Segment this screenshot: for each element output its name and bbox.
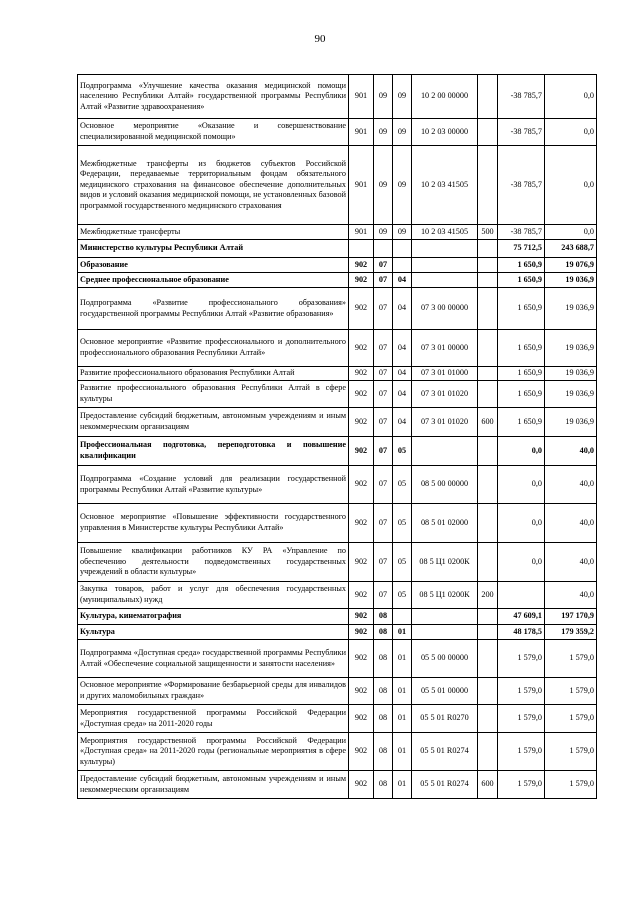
amount-change: 1 579,0 [498, 640, 545, 678]
line-item-name: Основное мероприятие «Повышение эффективности государственного управления в Министерстве культуры Республики Алтай» [78, 504, 349, 543]
amount-total: 19 036,9 [545, 330, 597, 367]
amount-total: 40,0 [545, 466, 597, 504]
target-article-code: 10 2 00 00000 [412, 75, 478, 119]
section-code: 08 [374, 771, 393, 799]
section-code: 09 [374, 146, 393, 225]
amount-change: 1 579,0 [498, 771, 545, 799]
table-row [78, 288, 597, 330]
subsection-code: 04 [393, 408, 412, 437]
expense-type-code [478, 640, 498, 678]
subsection-code: 04 [393, 381, 412, 408]
ministry-code: 902 [349, 771, 374, 799]
amount-change: 0,0 [498, 466, 545, 504]
amount-change: 1 579,0 [498, 733, 545, 771]
line-item-name: Межбюджетные трансферты [78, 225, 349, 240]
subsection-code: 01 [393, 625, 412, 640]
target-article-code [412, 273, 478, 288]
ministry-code: 902 [349, 640, 374, 678]
section-code: 08 [374, 733, 393, 771]
section-code: 07 [374, 381, 393, 408]
ministry-code: 902 [349, 625, 374, 640]
table-row [78, 504, 597, 543]
ministry-code: 902 [349, 609, 374, 625]
section-code: 07 [374, 408, 393, 437]
expense-type-code [478, 258, 498, 273]
table-row [78, 733, 597, 771]
expense-type-code [478, 367, 498, 381]
subsection-code: 04 [393, 367, 412, 381]
ministry-code [349, 240, 374, 258]
line-item-name: Основное мероприятие «Оказание и совершенствование специализированной медицинской помощи» [78, 119, 349, 146]
line-item-name: Основное мероприятие «Развитие профессионального и дополнительного профессионального образования Республики Алтай» [78, 330, 349, 367]
expense-type-code [478, 288, 498, 330]
line-item-name: Мероприятия государственной программы Российской Федерации «Доступная среда» на 2011-2020 годы [78, 705, 349, 733]
line-item-name: Предоставление субсидий бюджетным, автономным учреждениям и иным некоммерческим организациям [78, 408, 349, 437]
amount-total: 1 579,0 [545, 733, 597, 771]
target-article-code: 07 3 01 00000 [412, 330, 478, 367]
ministry-code: 902 [349, 705, 374, 733]
amount-change: 1 650,9 [498, 273, 545, 288]
line-item-name: Развитие профессионального образования Республики Алтай в сфере культуры [78, 381, 349, 408]
expense-type-code [478, 119, 498, 146]
line-item-name: Межбюджетные трансферты из бюджетов субъектов Российской Федерации, передаваемые территориальным фондам обязательного медицинского страхования на финансовое обеспечение дополнительных видов и условий оказания медицинской помощи, не установленных базовой программой государственного медицинского страхования [78, 146, 349, 225]
target-article-code: 07 3 01 01020 [412, 381, 478, 408]
amount-total: 243 688,7 [545, 240, 597, 258]
amount-change: 0,0 [498, 504, 545, 543]
amount-total: 1 579,0 [545, 640, 597, 678]
expense-type-code: 500 [478, 225, 498, 240]
table-row [78, 225, 597, 240]
section-code: 08 [374, 705, 393, 733]
expense-type-code [478, 733, 498, 771]
target-article-code: 10 2 03 41505 [412, 146, 478, 225]
target-article-code: 10 2 03 00000 [412, 119, 478, 146]
line-item-name: Подпрограмма «Доступная среда» государственной программы Республики Алтай «Обеспечение социальной защищенности и занятости населения» [78, 640, 349, 678]
amount-total: 40,0 [545, 437, 597, 466]
ministry-code: 902 [349, 367, 374, 381]
budget-table [77, 74, 597, 799]
subsection-code [393, 609, 412, 625]
line-item-name: Подпрограмма «Создание условий для реализации государственной программы Республики Алтай «Развитие культуры» [78, 466, 349, 504]
amount-total: 19 076,9 [545, 258, 597, 273]
table-row [78, 705, 597, 733]
target-article-code: 08 5 Ц1 0200К [412, 543, 478, 582]
expense-type-code [478, 466, 498, 504]
amount-total: 197 170,9 [545, 609, 597, 625]
amount-change: 47 609,1 [498, 609, 545, 625]
table-row [78, 330, 597, 367]
amount-total: 0,0 [545, 119, 597, 146]
amount-total: 1 579,0 [545, 705, 597, 733]
amount-total: 19 036,9 [545, 288, 597, 330]
subsection-code: 04 [393, 288, 412, 330]
expense-type-code [478, 543, 498, 582]
subsection-code: 01 [393, 705, 412, 733]
line-item-name: Подпрограмма «Улучшение качества оказания медицинской помощи населению Республики Алтай» государственной программы Республики Алтай «Развитие здравоохранения» [78, 75, 349, 119]
target-article-code: 05 5 01 R0274 [412, 733, 478, 771]
line-item-name: Развитие профессионального образования Республики Алтай [78, 367, 349, 381]
table-row [78, 273, 597, 288]
target-article-code [412, 625, 478, 640]
target-article-code: 07 3 01 01000 [412, 367, 478, 381]
ministry-code: 902 [349, 288, 374, 330]
table-row [78, 543, 597, 582]
subsection-code: 01 [393, 771, 412, 799]
section-code [374, 240, 393, 258]
subsection-code: 01 [393, 678, 412, 705]
amount-total: 40,0 [545, 504, 597, 543]
table-row [78, 609, 597, 625]
amount-change: 75 712,5 [498, 240, 545, 258]
section-code: 07 [374, 273, 393, 288]
table-row [78, 367, 597, 381]
line-item-name: Мероприятия государственной программы Российской Федерации «Доступная среда» на 2011-2020 годы (региональные мероприятия в сфере культуры) [78, 733, 349, 771]
line-item-name: Среднее профессиональное образование [78, 273, 349, 288]
line-item-name: Культура [78, 625, 349, 640]
subsection-code: 04 [393, 330, 412, 367]
table-row [78, 625, 597, 640]
expense-type-code [478, 504, 498, 543]
expense-type-code: 600 [478, 771, 498, 799]
target-article-code: 05 5 00 00000 [412, 640, 478, 678]
expense-type-code [478, 437, 498, 466]
section-code: 07 [374, 367, 393, 381]
amount-total: 0,0 [545, 225, 597, 240]
target-article-code [412, 437, 478, 466]
line-item-name: Министерство культуры Республики Алтай [78, 240, 349, 258]
expense-type-code [478, 625, 498, 640]
table-row [78, 678, 597, 705]
target-article-code: 05 5 01 R0270 [412, 705, 478, 733]
expense-type-code [478, 678, 498, 705]
amount-change: 1 650,9 [498, 330, 545, 367]
ministry-code: 901 [349, 225, 374, 240]
table-row [78, 258, 597, 273]
section-code: 09 [374, 75, 393, 119]
section-code: 09 [374, 119, 393, 146]
subsection-code: 05 [393, 466, 412, 504]
amount-change: 1 650,9 [498, 381, 545, 408]
section-code: 07 [374, 330, 393, 367]
ministry-code: 902 [349, 273, 374, 288]
table-row [78, 408, 597, 437]
expense-type-code [478, 75, 498, 119]
amount-change [498, 582, 545, 609]
amount-change: 1 650,9 [498, 288, 545, 330]
target-article-code: 08 5 Ц1 0200К [412, 582, 478, 609]
amount-total: 19 036,9 [545, 367, 597, 381]
subsection-code: 05 [393, 504, 412, 543]
expense-type-code [478, 381, 498, 408]
line-item-name: Подпрограмма «Развитие профессионального образования» государственной программы Республики Алтай «Развитие образования» [78, 288, 349, 330]
table-row [78, 640, 597, 678]
section-code: 08 [374, 625, 393, 640]
amount-change: -38 785,7 [498, 146, 545, 225]
ministry-code: 902 [349, 258, 374, 273]
ministry-code: 902 [349, 678, 374, 705]
expense-type-code: 600 [478, 408, 498, 437]
target-article-code: 07 3 01 01020 [412, 408, 478, 437]
budget-table-body [78, 75, 597, 799]
table-row [78, 146, 597, 225]
target-article-code: 08 5 00 00000 [412, 466, 478, 504]
table-row [78, 437, 597, 466]
section-code: 07 [374, 543, 393, 582]
target-article-code: 05 5 01 00000 [412, 678, 478, 705]
line-item-name: Профессиональная подготовка, переподготовка и повышение квалификации [78, 437, 349, 466]
subsection-code: 09 [393, 225, 412, 240]
section-code: 07 [374, 466, 393, 504]
target-article-code [412, 240, 478, 258]
table-row [78, 75, 597, 119]
amount-change: 0,0 [498, 437, 545, 466]
subsection-code: 09 [393, 119, 412, 146]
table-row [78, 582, 597, 609]
subsection-code: 05 [393, 582, 412, 609]
section-code: 08 [374, 609, 393, 625]
amount-total: 19 036,9 [545, 408, 597, 437]
amount-total: 19 036,9 [545, 381, 597, 408]
section-code: 07 [374, 504, 393, 543]
section-code: 07 [374, 582, 393, 609]
line-item-name: Закупка товаров, работ и услуг для обеспечения государственных (муниципальных) нужд [78, 582, 349, 609]
subsection-code: 09 [393, 146, 412, 225]
ministry-code: 902 [349, 466, 374, 504]
table-row [78, 466, 597, 504]
subsection-code: 05 [393, 437, 412, 466]
line-item-name: Основное мероприятие «Формирование безбарьерной среды для инвалидов и других маломобильных граждан» [78, 678, 349, 705]
amount-total: 179 359,2 [545, 625, 597, 640]
target-article-code: 08 5 01 02000 [412, 504, 478, 543]
ministry-code: 901 [349, 146, 374, 225]
subsection-code: 01 [393, 640, 412, 678]
amount-change: 1 650,9 [498, 367, 545, 381]
amount-change: -38 785,7 [498, 225, 545, 240]
amount-total: 19 036,9 [545, 273, 597, 288]
subsection-code: 04 [393, 273, 412, 288]
section-code: 07 [374, 437, 393, 466]
expense-type-code [478, 273, 498, 288]
expense-type-code [478, 146, 498, 225]
amount-change: -38 785,7 [498, 75, 545, 119]
amount-total: 0,0 [545, 75, 597, 119]
amount-change: -38 785,7 [498, 119, 545, 146]
page-number: 90 [314, 33, 326, 45]
expense-type-code [478, 330, 498, 367]
line-item-name: Повышение квалификации работников КУ РА «Управление по обеспечению деятельности подведомственных государственных учреждений в области культуры» [78, 543, 349, 582]
table-row [78, 771, 597, 799]
subsection-code: 09 [393, 75, 412, 119]
ministry-code: 901 [349, 75, 374, 119]
subsection-code: 01 [393, 733, 412, 771]
expense-type-code: 200 [478, 582, 498, 609]
amount-total: 1 579,0 [545, 678, 597, 705]
line-item-name: Предоставление субсидий бюджетным, автономным учреждениям и иным некоммерческим организациям [78, 771, 349, 799]
expense-type-code [478, 609, 498, 625]
line-item-name: Культура, кинематография [78, 609, 349, 625]
section-code: 09 [374, 225, 393, 240]
amount-total: 1 579,0 [545, 771, 597, 799]
amount-change: 48 178,5 [498, 625, 545, 640]
subsection-code [393, 258, 412, 273]
target-article-code: 07 3 00 00000 [412, 288, 478, 330]
ministry-code: 901 [349, 119, 374, 146]
ministry-code: 902 [349, 543, 374, 582]
section-code: 07 [374, 258, 393, 273]
table-row [78, 381, 597, 408]
amount-total: 40,0 [545, 582, 597, 609]
ministry-code: 902 [349, 504, 374, 543]
expense-type-code [478, 705, 498, 733]
amount-total: 0,0 [545, 146, 597, 225]
ministry-code: 902 [349, 330, 374, 367]
ministry-code: 902 [349, 408, 374, 437]
amount-change: 1 579,0 [498, 705, 545, 733]
section-code: 08 [374, 678, 393, 705]
amount-change: 1 579,0 [498, 678, 545, 705]
target-article-code: 05 5 01 R0274 [412, 771, 478, 799]
ministry-code: 902 [349, 582, 374, 609]
subsection-code [393, 240, 412, 258]
ministry-code: 902 [349, 733, 374, 771]
line-item-name: Образование [78, 258, 349, 273]
amount-change: 0,0 [498, 543, 545, 582]
amount-total: 40,0 [545, 543, 597, 582]
target-article-code [412, 609, 478, 625]
subsection-code: 05 [393, 543, 412, 582]
section-code: 07 [374, 288, 393, 330]
amount-change: 1 650,9 [498, 258, 545, 273]
amount-change: 1 650,9 [498, 408, 545, 437]
section-code: 08 [374, 640, 393, 678]
table-row [78, 240, 597, 258]
target-article-code [412, 258, 478, 273]
target-article-code: 10 2 03 41505 [412, 225, 478, 240]
ministry-code: 902 [349, 437, 374, 466]
expense-type-code [478, 240, 498, 258]
table-row [78, 119, 597, 146]
ministry-code: 902 [349, 381, 374, 408]
